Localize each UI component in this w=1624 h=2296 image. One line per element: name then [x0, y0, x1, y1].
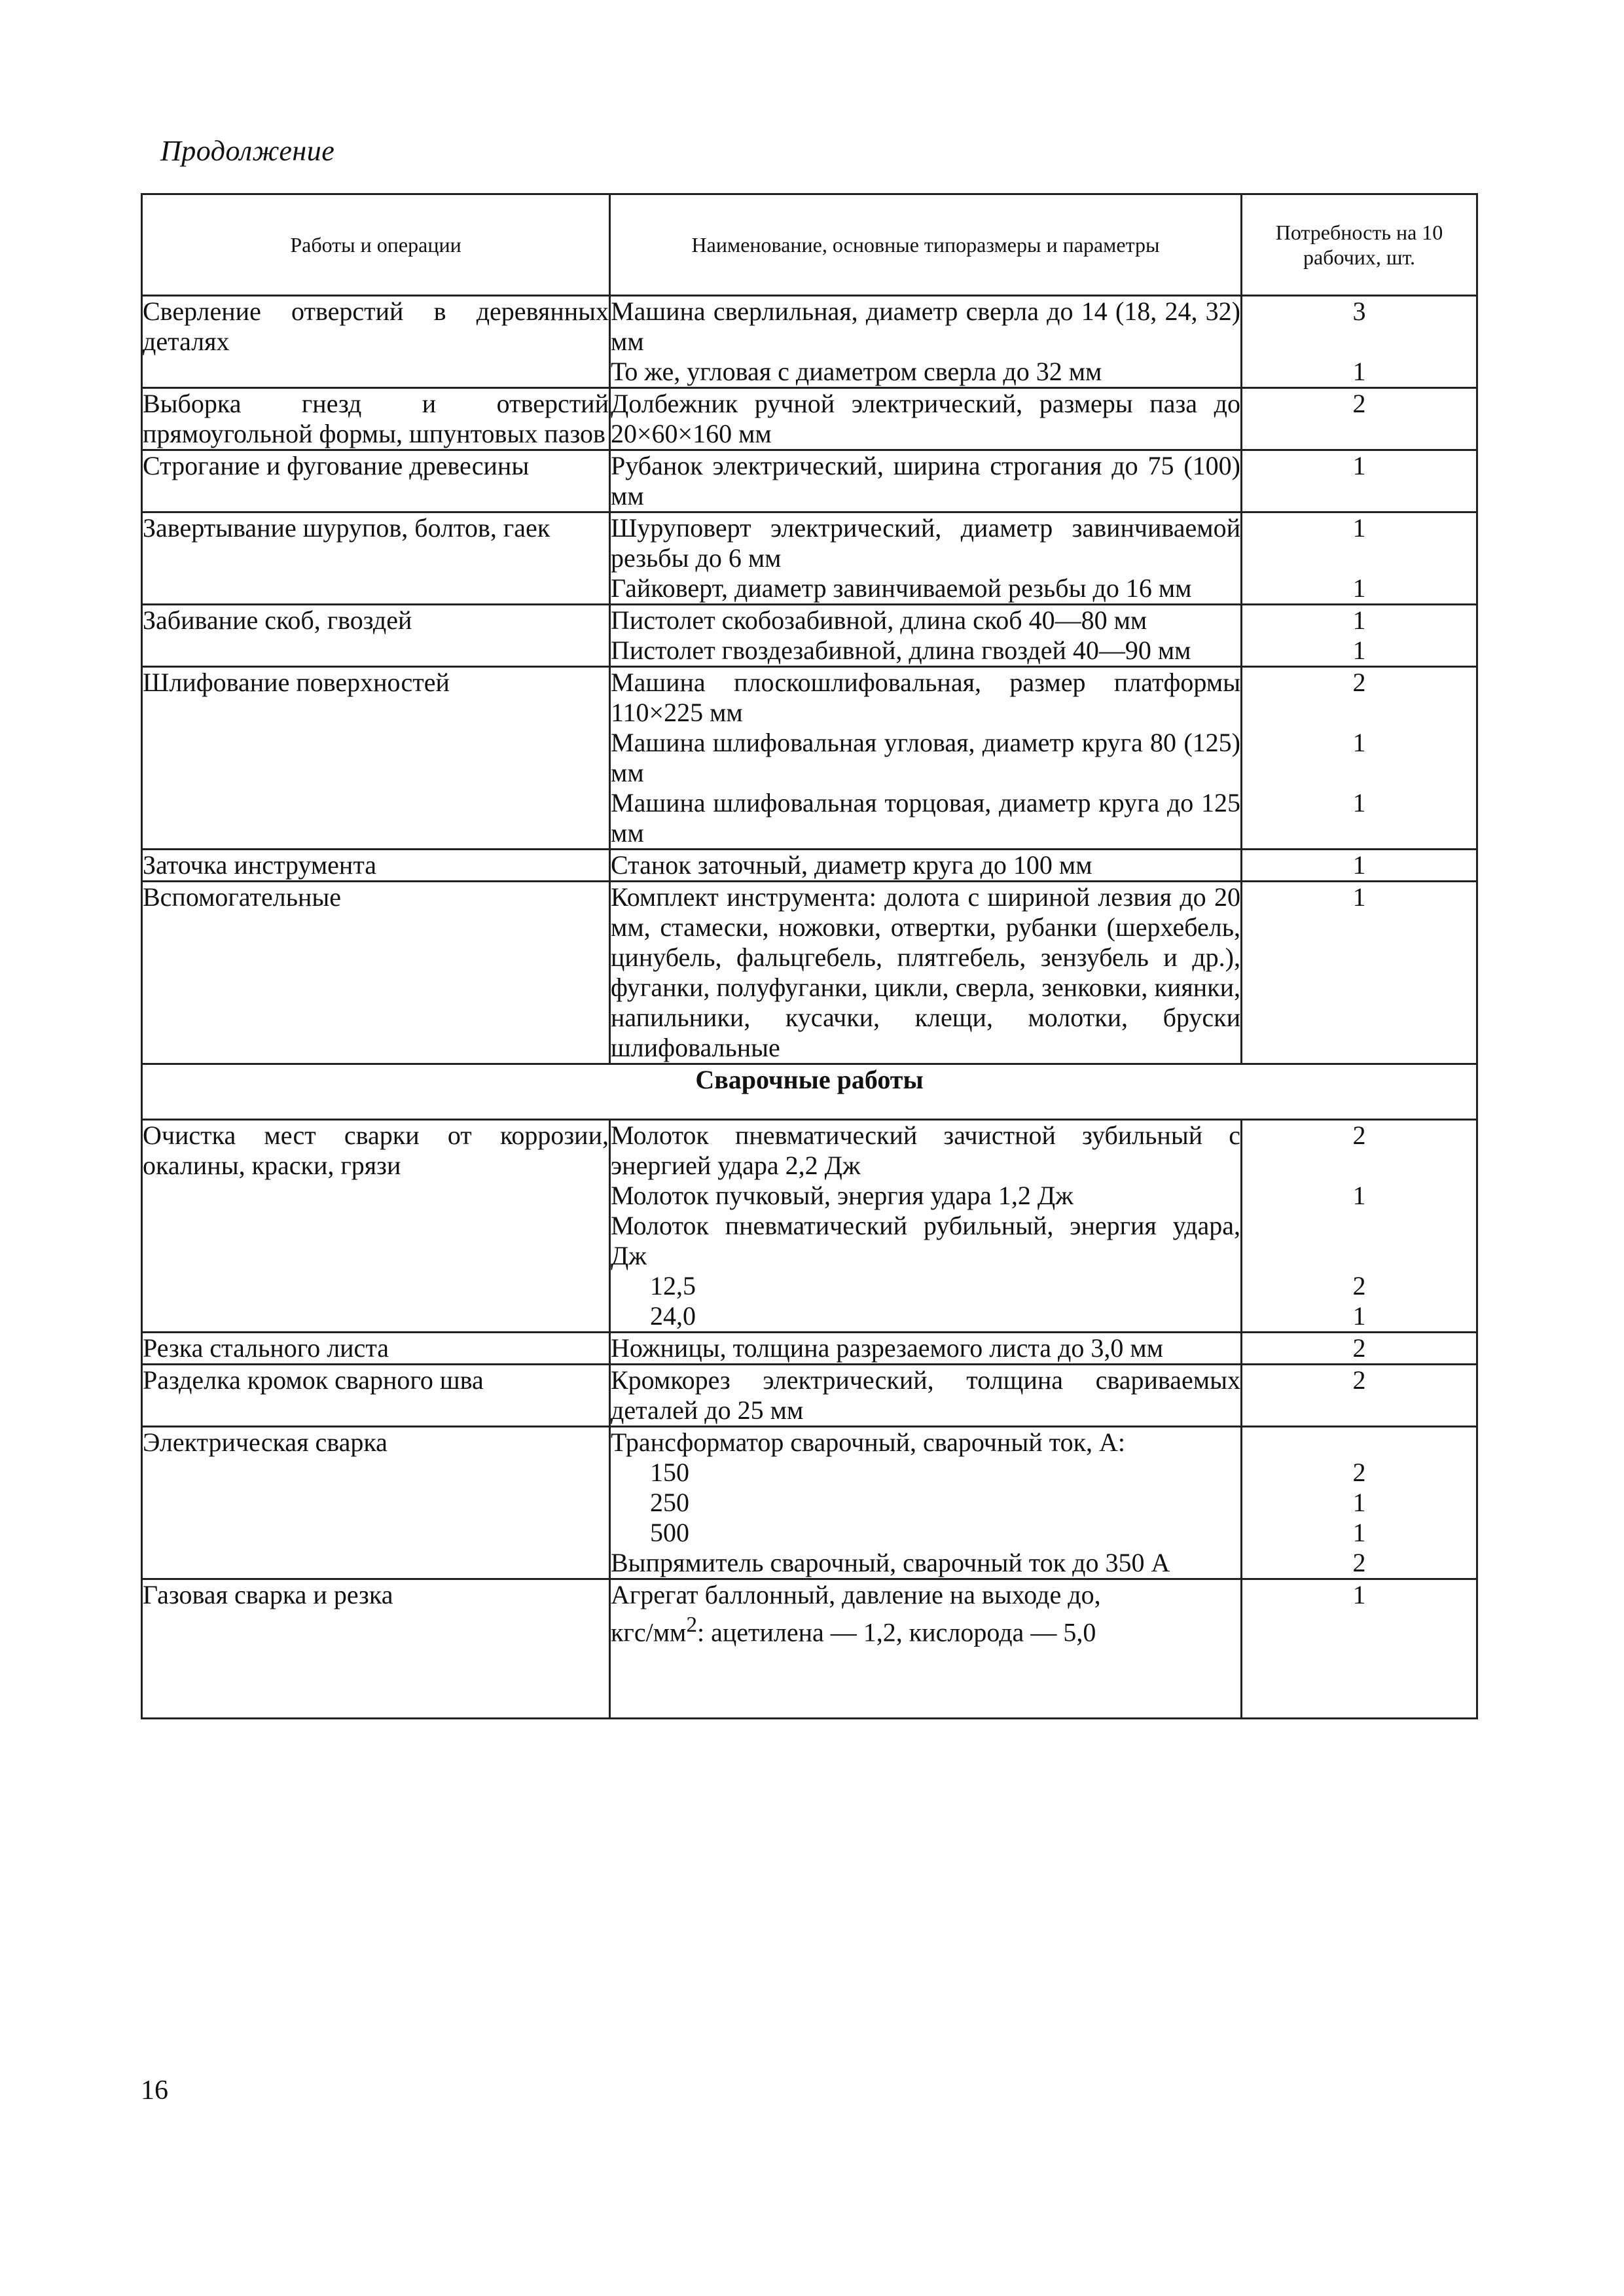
table-row [142, 850, 1477, 882]
table-row [142, 1333, 1477, 1365]
equipment-cell [610, 388, 1242, 450]
equipment-cell [610, 1579, 1242, 1719]
equipment-line: Ножницы, толщина разрезаемого листа до 3,0 мм [611, 1333, 1164, 1363]
count-value: 2 [1352, 1271, 1366, 1300]
equipment-cell [610, 1365, 1242, 1427]
gas-values-text: : ацетилена — 1,2, кислорода — 5,0 [697, 1617, 1096, 1647]
equipment-line [611, 1610, 1240, 1647]
table-header-row [142, 194, 1477, 296]
equipment-line: Машина плоскошлифовальная, размер платформы 110×225 мм [611, 668, 1240, 727]
count-value: 1 [1352, 1580, 1366, 1609]
equipment-cell [610, 882, 1242, 1064]
count-value: 2 [1352, 1121, 1366, 1150]
count-spacer [1242, 1151, 1476, 1181]
count-value: 1 [1352, 573, 1366, 603]
count-cell [1242, 605, 1477, 667]
count-value: 1 [1352, 1181, 1366, 1210]
count-value: 1 [1352, 788, 1366, 817]
count-cell [1242, 1427, 1477, 1579]
table-row [142, 667, 1477, 850]
count-value: 1 [1352, 636, 1366, 665]
count-cell [1242, 296, 1477, 388]
count-value: 1 [1352, 728, 1366, 757]
operation-cell: Резка стального листа [142, 1333, 610, 1365]
table-row [142, 1120, 1477, 1333]
operation-cell: Разделка кромок сварного шва [142, 1365, 610, 1427]
operation-cell: Сверление отверстий в деревянных деталях [142, 296, 610, 388]
count-value: 3 [1352, 296, 1366, 326]
table-row [142, 450, 1477, 512]
operation-cell: Газовая сварка и резка [142, 1579, 610, 1719]
count-value: 1 [1352, 1518, 1366, 1547]
count-cell [1242, 512, 1477, 605]
count-value: 2 [1352, 668, 1366, 697]
equipment-cell [610, 605, 1242, 667]
table-row [142, 605, 1477, 667]
equipment-line: Машина сверлильная, диаметр сверла до 14 (18, 24, 32) мм [611, 296, 1240, 356]
count-value: 2 [1352, 1458, 1366, 1487]
table-row [142, 1365, 1477, 1427]
table-row [142, 512, 1477, 605]
count-value: 1 [1352, 357, 1366, 386]
count-cell [1242, 882, 1477, 1064]
equipment-cell [610, 1120, 1242, 1333]
unit-text: кгс/мм [611, 1617, 687, 1647]
equipment-line: То же, угловая с диаметром сверла до 32 мм [611, 357, 1102, 386]
equipment-line: Рубанок электрический, ширина строгания до 75 (100) мм [611, 451, 1240, 511]
table-row [142, 296, 1477, 388]
count-cell [1242, 450, 1477, 512]
table-row [142, 1427, 1477, 1579]
count-value: 1 [1352, 513, 1366, 543]
count-value: 2 [1352, 389, 1366, 418]
section-row [142, 1064, 1477, 1120]
equipment-line: Станок заточный, диаметр круга до 100 мм [611, 850, 1092, 880]
equipment-line: 500 [650, 1518, 689, 1547]
equipment-line: Молоток пневматический рубильный, энергия удара, Дж [611, 1211, 1240, 1270]
equipment-line: Трансформатор сварочный, сварочный ток, А: [611, 1427, 1125, 1457]
equipment-line: 250 [650, 1488, 689, 1517]
count-cell [1242, 850, 1477, 882]
count-spacer [1242, 1211, 1476, 1241]
section-title: Сварочные работы [142, 1064, 1477, 1120]
equipment-cell [610, 667, 1242, 850]
count-value: 2 [1352, 1365, 1366, 1395]
count-value: 2 [1352, 1548, 1366, 1577]
equipment-line: Агрегат баллонный, давление на выходе до, [611, 1580, 1101, 1609]
equipment-cell [610, 450, 1242, 512]
operation-cell: Очистка мест сварки от коррозии, окалины, краски, грязи [142, 1120, 610, 1333]
equipment-cell [610, 296, 1242, 388]
equipment-line: Гайковерт, диаметр завинчиваемой резьбы до 16 мм [611, 573, 1192, 603]
operation-cell: Электрическая сварка [142, 1427, 610, 1579]
operation-cell: Шлифование поверхностей [142, 667, 610, 850]
count-value: 1 [1352, 850, 1366, 880]
equipment-line: Выпрямитель сварочный, сварочный ток до 350 А [611, 1548, 1170, 1577]
equipment-line: 12,5 [650, 1271, 696, 1300]
equipment-line: Шуруповерт электрический, диаметр завинчиваемой резьбы до 6 мм [611, 513, 1240, 573]
count-cell [1242, 1579, 1477, 1719]
equipment-line: 24,0 [650, 1301, 696, 1331]
header-need: Потребность на 10 рабочих, шт. [1242, 194, 1477, 296]
equipment-line: Машина шлифовальная торцовая, диаметр круга до 125 мм [611, 788, 1240, 848]
count-cell [1242, 667, 1477, 850]
count-value: 1 [1352, 1301, 1366, 1331]
count-value: 1 [1352, 1488, 1366, 1517]
equipment-line: Долбежник ручной электрический, размеры паза до 20×60×160 мм [611, 389, 1240, 448]
unit-superscript: 2 [686, 1613, 698, 1637]
table-row [142, 388, 1477, 450]
count-cell [1242, 1365, 1477, 1427]
equipment-line: Пистолет скобозабивной, длина скоб 40—80 мм [611, 605, 1147, 635]
equipment-line: 150 [650, 1458, 689, 1487]
header-equipment: Наименование, основные типоразмеры и параметры [610, 194, 1242, 296]
count-value: 2 [1352, 1333, 1366, 1363]
equipment-cell [610, 1427, 1242, 1579]
count-cell [1242, 1333, 1477, 1365]
count-value: 1 [1352, 882, 1366, 912]
count-value: 1 [1352, 451, 1366, 480]
equipment-cell [610, 1333, 1242, 1365]
equipment-line: Машина шлифовальная угловая, диаметр круга 80 (125) мм [611, 728, 1240, 787]
count-value: 1 [1352, 605, 1366, 635]
equipment-cell [610, 850, 1242, 882]
operation-cell: Выборка гнезд и отверстий прямоугольной формы, шпунтовых пазов [142, 388, 610, 450]
operation-cell: Вспомогательные [142, 882, 610, 1064]
operation-cell: Строгание и фугование древесины [142, 450, 610, 512]
count-cell [1242, 388, 1477, 450]
table-row [142, 882, 1477, 1064]
page-caption: Продолжение [160, 135, 335, 167]
operation-cell: Заточка инструмента [142, 850, 610, 882]
count-spacer [1242, 1427, 1476, 1458]
header-operations: Работы и операции [142, 194, 610, 296]
welding-section [142, 1064, 1477, 1719]
equipment-table [141, 193, 1478, 1719]
equipment-line: Комплект инструмента: долота с шириной лезвия до 20 мм, стамески, ножовки, отвертки, рубанки (шерхебель, цинубель, фальцгебель, плятгебель, зензубель и др.), фуганки, полуфуганки, цикли, сверла, зенковки, киянки, напильники, кусачки, клещи, молотки, бруски шлифовальные [611, 882, 1240, 1062]
equipment-line: Молоток пучковый, энергия удара 1,2 Дж [611, 1181, 1074, 1210]
table-row [142, 1579, 1477, 1719]
equipment-line: Молоток пневматический зачистной зубильный с энергией удара 2,2 Дж [611, 1121, 1240, 1180]
count-spacer [1242, 1241, 1476, 1271]
page-number: 16 [141, 2075, 168, 2106]
table-body [142, 296, 1477, 1064]
equipment-cell [610, 512, 1242, 605]
operation-cell: Завертывание шурупов, болтов, гаек [142, 512, 610, 605]
operation-cell: Забивание скоб, гвоздей [142, 605, 610, 667]
count-cell [1242, 1120, 1477, 1333]
equipment-line: Кромкорез электрический, толщина свариваемых деталей до 25 мм [611, 1365, 1240, 1425]
equipment-line: Пистолет гвоздезабивной, длина гвоздей 40—90 мм [611, 636, 1191, 665]
